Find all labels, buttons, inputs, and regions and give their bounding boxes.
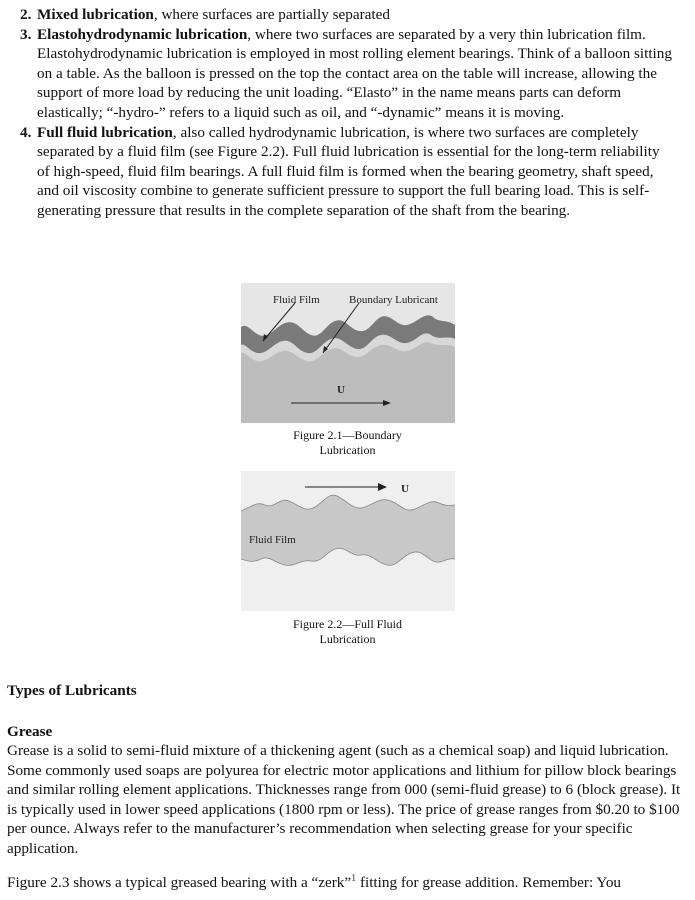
velocity-label: U [336,384,345,396]
list-number: 3. [20,25,32,43]
list-term: Elastohydrodynamic lubrication [37,25,248,43]
list-number: 2. [20,6,32,23]
list-term: Mixed lubrication [37,6,154,23]
lubrication-regimes-list [0,5,695,221]
list-item-full-fluid [0,123,695,221]
boundary-lubrication-diagram [241,283,455,423]
list-text: , where surfaces are partially separated [153,6,390,23]
subheading-grease: Grease [7,723,53,740]
list-number: 4. [20,123,32,141]
footnote-link[interactable]: 1 [351,872,357,884]
velocity-label: U [400,483,409,495]
boundary-lubricant-label: Boundary Lubricant [348,294,438,306]
fluid-film-label: Fluid Film [248,534,296,546]
list-text: , also called hydrodynamic lubrication, is where two surfaces are completely separated by a fluid film (see Figure 2.2). Full fluid lubrication is essential for the long-term reliability of high-speed, fluid film bearings. A full fluid film is formed when the bearing geometry, shaft speed, and oil viscosity combine to generate sufficient pressure to support the full bearing load. This is self-generating pressure that results in the complete separation of the shaft from the bearing. [37,123,660,219]
section-heading: Types of Lubricants [7,682,137,699]
grease-paragraph: Grease is a solid to semi-fluid mixture of a thickening agent (such as a chemical soap) and liquid lubrication. Some commonly used soaps are polyurea for electric motor applications and lithium for pillow block bearings and similar rolling element applications. Thicknesses range from 000 (semi-fluid grease) to 6 (block grease). It is typically used in lower speed applications (1800 rpm or less). The price of grease ranges from $0.20 to $100 per ounce. Always refer to the manufacturer’s recommendation when selecting grease for your specific application. [7,742,681,857]
figure-caption: Figure 2.2—Full Fluid Lubrication [292,617,402,646]
list-item-mixed [0,5,695,25]
final-paragraph: Figure 2.3 shows a typical greased bearing with a “zerk”$^1$ fitting for grease addition. Remember: You [7,872,622,891]
list-text: , where two surfaces are separated by a very thin lubrication film. Elastohydrodynamic lubrication is employed in most rolling element bearings. Think of a balloon sitting on a table. As the balloon is pressed on the top the contact area on the table will increase, allowing the support of more load by reducing the unit loading. “Elasto” in the name means parts can deform elastically; “-hydro-” refers to a liquid such as oil, and “-dynamic” means it is moving. [37,25,672,121]
figure-caption: Figure 2.1—Boundary Lubrication [293,428,402,457]
list-term: Full fluid lubrication [37,123,173,141]
full-fluid-lubrication-diagram [241,471,455,611]
fluid-film-label: Fluid Film [272,294,320,306]
list-item-elastohydrodynamic [0,25,695,123]
figure-boundary-lubrication [0,283,695,458]
figure-full-fluid-lubrication [0,471,695,647]
